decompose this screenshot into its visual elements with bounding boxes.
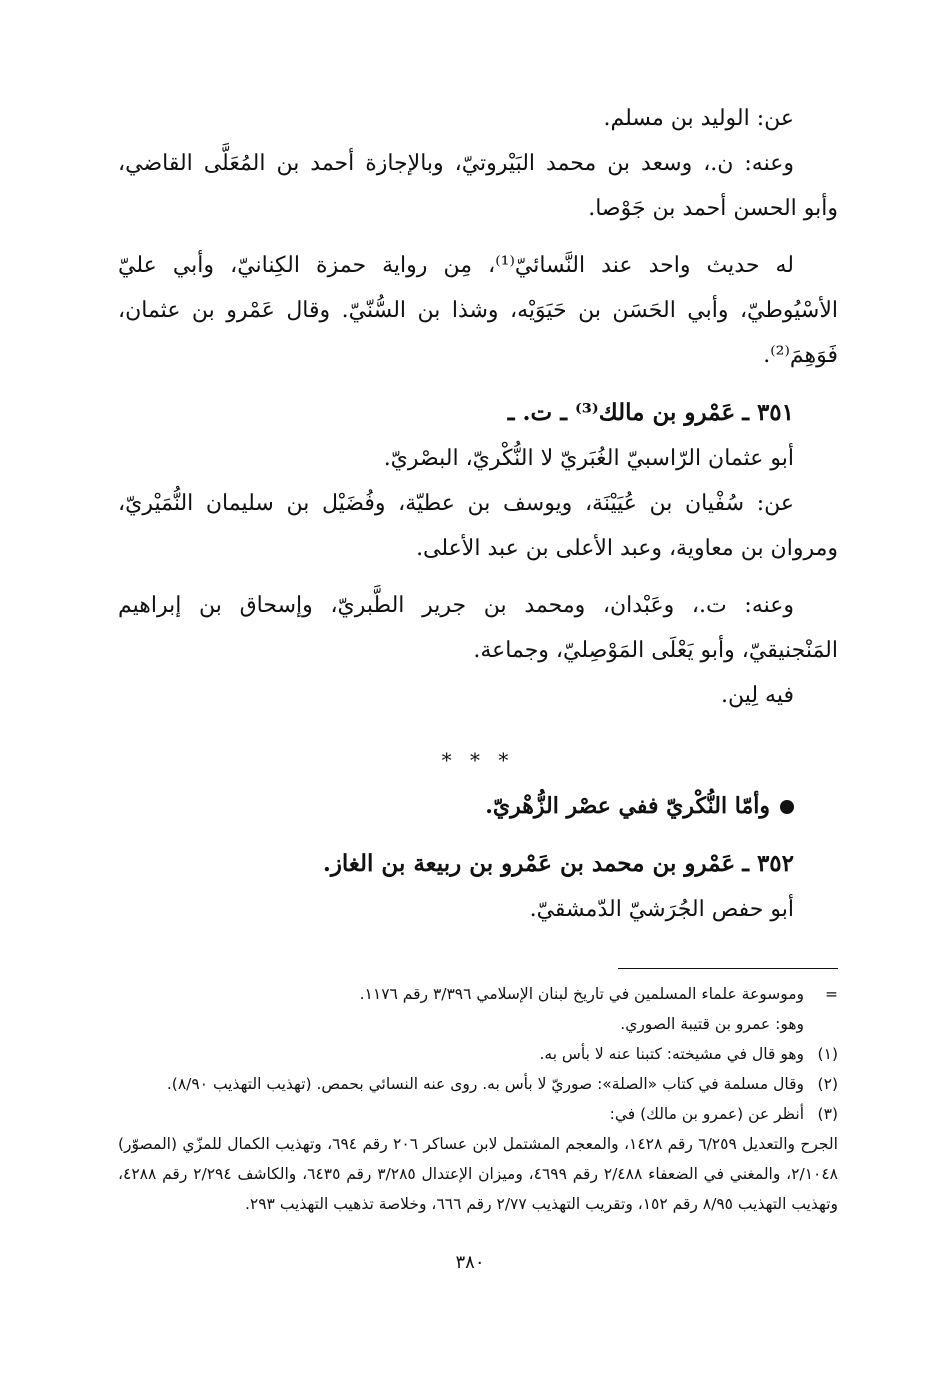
footnote-3-text: أنظر عن (عمرو بن مالك) في: bbox=[609, 1105, 804, 1123]
footnote-3 bbox=[118, 1099, 838, 1129]
entry-351-title: عَمْرو بن مالك⁽³⁾ ـ ت. ـ bbox=[507, 399, 736, 426]
footnote-3-references: الجرح والتعديل ٦/٢٥٩ رقم ١٤٢٨، والمعجم المشتمل لابن عساكر ٢٠٦ رقم ٦٩٤، وتهذيب الكمال للمزّي (المصوّر) ٢/١٠٤٨، والمغني في الضعفاء ٢/٤٨٨ رقم ٤٦٩٩، وميزان الإعتدال ٣/٢٨٥ رقم ٦٤٣٥، والكاشف ٢/٢٩٤ رقم ٤٢٨٨، وتهذيب التهذيب ٨/٩٥ رقم ١٥٢، وتقريب التهذيب ٢/٧٧ رقم ٦٦٦، وخلاصة تذهيب التهذيب ٢٩٣. bbox=[118, 1135, 838, 1213]
paragraph-wa-anhu: وعنه: ن.، وسعد بن محمد البَيْروتيّ، وبالإجازة أحمد بن المُعَلَّى القاضي، وأبو الحسن أحمد بن جَوْصا. bbox=[118, 151, 838, 221]
paragraph-an-walid: عن: الوليد بن مسلم. bbox=[603, 106, 794, 131]
footnote-3-marker: (٣) bbox=[817, 1105, 838, 1123]
footnote-2-text: وقال مسلمة في كتاب «الصلة»: صوريّ لا بأس به. روى عنه النسائي بحمص. (تهذيب التهذيب ٨/٩٠). bbox=[166, 1075, 804, 1093]
paragraph-fihi-lin: فيه لِين. bbox=[720, 683, 794, 708]
page-content bbox=[118, 96, 838, 1219]
entry-351-number: ٣٥١ ـ bbox=[742, 399, 794, 426]
footnote-continuation-text: وموسوعة علماء المسلمين في تاريخ لبنان الإسلامي ٣/٣٩٦ رقم ١١٧٦. bbox=[359, 985, 804, 1003]
paragraph-wa-anhu-2: وعنه: ت.، وعَبْدان، ومحمد بن جرير الطَّبريّ، وإسحاق بن إبراهيم المَنْجنيقيّ، وأبو يَعْلَى المَوْصِليّ، وجماعة. bbox=[118, 593, 838, 663]
section-heading-text: وأمّا النُّكْريّ ففي عصْر الزُّهْريّ. bbox=[485, 793, 770, 819]
paragraph-an-sufyan: عن: سُفْيان بن عُيَيْنَة، ويوسف بن عطيّة، وفُضَيْل بن سليمان النُّمَيْريّ، ومروان بن معاوية، وعبد الأعلى بن عبد الأعلى. bbox=[118, 491, 838, 561]
footnote-divider bbox=[618, 968, 838, 969]
footnote-2-marker: (٢) bbox=[817, 1075, 838, 1093]
main-text bbox=[118, 96, 838, 932]
footnotes bbox=[118, 979, 838, 1219]
section-heading bbox=[118, 784, 838, 829]
paragraph-hadith-note: له حديث واحد عند النَّسائيّ⁽¹⁾، مِن رواية حمزة الكِنانيّ، وأبي عليّ الأسْيُوطيّ، وأبي الحَسَن بن حَيَوَيْه، وشذا بن السُّنّيّ. وقال عَمْرو بن عثمان، فَوَهِمَ⁽²⁾. bbox=[118, 253, 838, 368]
bullet-icon bbox=[780, 800, 794, 814]
entry-351-heading bbox=[118, 390, 838, 436]
section-separator: * * * bbox=[441, 748, 515, 772]
footnote-continuation-marker: = bbox=[825, 985, 838, 1003]
footnote-1 bbox=[118, 1039, 838, 1069]
paragraph-abu-hafs: أبو حفص الجُرَشيّ الدّمشقيّ. bbox=[529, 897, 794, 922]
entry-352-number: ٣٥٢ ـ bbox=[742, 850, 794, 877]
entry-352-heading bbox=[118, 841, 838, 887]
footnote-2 bbox=[118, 1069, 838, 1099]
footnote-continuation bbox=[118, 979, 838, 1009]
footnote-1-text: وهو قال في مشيخته: كتبنا عنه لا بأس به. bbox=[539, 1045, 804, 1063]
entry-352-title: عَمْرو بن محمد بن عَمْرو بن ربيعة بن الغاز. bbox=[322, 850, 736, 877]
page-number: ٣٨٠ bbox=[455, 1252, 485, 1273]
footnote-1-marker: (١) bbox=[817, 1045, 838, 1063]
paragraph-abu-uthman: أبو عثمان الرّاسبيّ الغُبَريّ لا النُّكْريّ، البصْريّ. bbox=[383, 446, 794, 471]
footnote-continuation-line2: وهو: عمرو بن قتيبة الصوري. bbox=[620, 1015, 804, 1033]
